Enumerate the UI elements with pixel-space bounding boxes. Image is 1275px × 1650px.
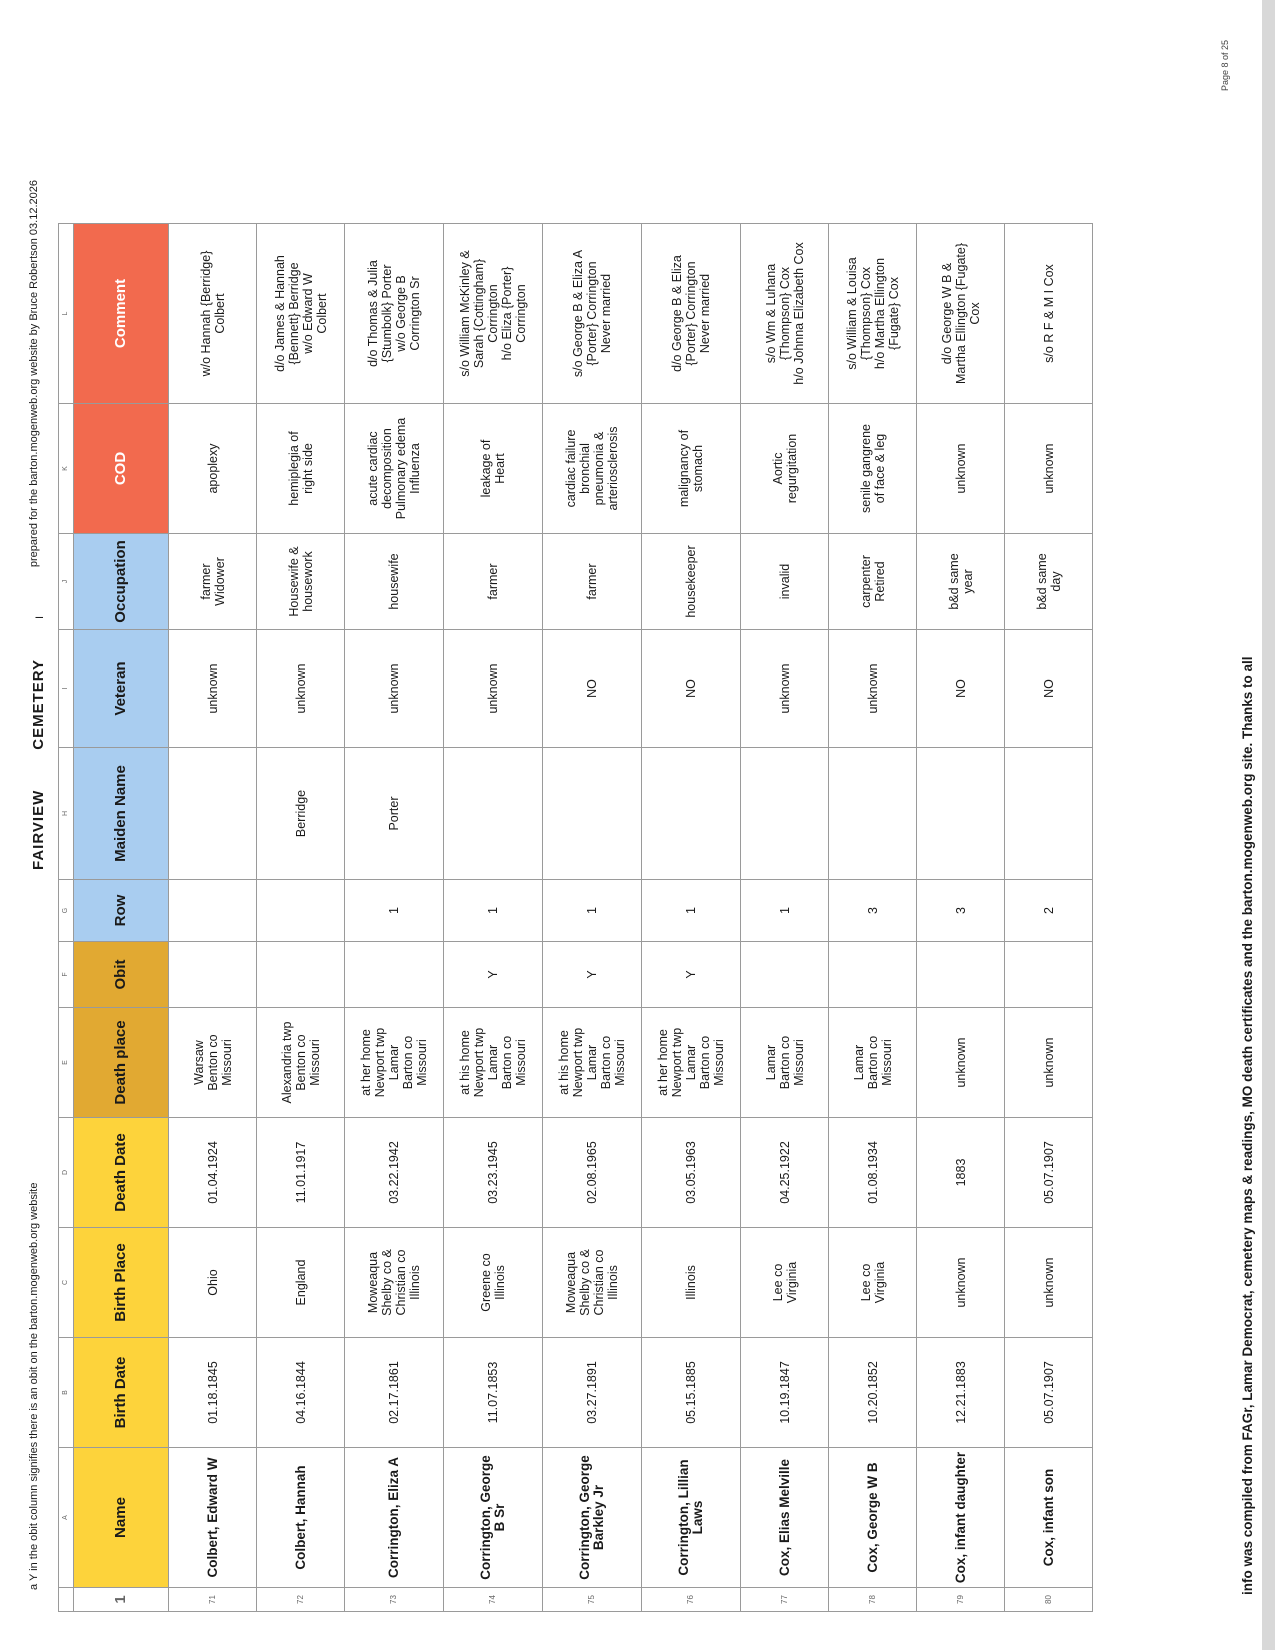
header-occupation: Occupation <box>74 534 169 630</box>
birth-date-cell: 10.19.1847 <box>741 1338 829 1448</box>
row-number: 78 <box>829 1588 917 1612</box>
birth-place-cell: Lee co Virginia <box>741 1228 829 1338</box>
column-letter-row <box>59 224 74 1612</box>
table-row <box>169 224 257 1612</box>
name-cell: Corrington, George Barkley Jr <box>543 1448 642 1588</box>
birth-place-cell: England <box>257 1228 345 1338</box>
occupation-cell: housekeeper <box>642 534 741 630</box>
death-date-cell: 11.01.1917 <box>257 1118 345 1228</box>
cod-cell: leakage of Heart <box>444 404 543 534</box>
death-date-cell: 01.04.1924 <box>169 1118 257 1228</box>
source-footer: info was compiled from FAGr, Lamar Democrat, cemetery maps & readings, MO death certificates and the barton.mogenweb.org site. Thanks to all <box>1240 656 1255 1595</box>
maiden-name-cell <box>829 748 917 880</box>
name-cell: Colbert, Hannah <box>257 1448 345 1588</box>
column-letter: H <box>59 748 74 880</box>
row-number: 76 <box>642 1588 741 1612</box>
obit-cell <box>741 942 829 1008</box>
death-place-cell: at his home Newport twp Lamar Barton co Missouri <box>543 1008 642 1118</box>
maiden-name-cell <box>642 748 741 880</box>
obit-note: a Y in the obit column signifies there is an obit on the barton.mogenweb.org website <box>28 1182 40 1590</box>
column-letter: B <box>59 1338 74 1448</box>
comment-cell: d/o Thomas & Julia {Stumbolk} Porter w/o George B Corrington Sr <box>345 224 444 404</box>
maiden-name-cell <box>444 748 543 880</box>
comment-cell: d/o George W B & Martha Ellington {Fugate} Cox <box>917 224 1005 404</box>
obit-cell: Y <box>444 942 543 1008</box>
row-number: 74 <box>444 1588 543 1612</box>
occupation-cell: farmer Widower <box>169 534 257 630</box>
maiden-name-cell <box>543 748 642 880</box>
table-row <box>543 224 642 1612</box>
header-name: Name <box>74 1448 169 1588</box>
row-cell: 1 <box>741 880 829 942</box>
row-number: 75 <box>543 1588 642 1612</box>
birth-date-cell: 11.07.1853 <box>444 1338 543 1448</box>
death-date-cell: 03.05.1963 <box>642 1118 741 1228</box>
row-number: 79 <box>917 1588 1005 1612</box>
birth-place-cell: Lee co Virginia <box>829 1228 917 1338</box>
title-word-1: FAIRVIEW <box>30 789 47 870</box>
veteran-cell: unknown <box>169 630 257 748</box>
death-place-cell: unknown <box>917 1008 1005 1118</box>
column-letter: K <box>59 404 74 534</box>
row-number: 71 <box>169 1588 257 1612</box>
occupation-cell: Housewife & housework <box>257 534 345 630</box>
death-date-cell: 02.08.1965 <box>543 1118 642 1228</box>
occupation-cell: b&d same day <box>1005 534 1093 630</box>
row-cell: 1 <box>642 880 741 942</box>
column-letter: C <box>59 1228 74 1338</box>
obit-cell <box>917 942 1005 1008</box>
maiden-name-cell <box>1005 748 1093 880</box>
row-cell: 1 <box>444 880 543 942</box>
column-letter: E <box>59 1008 74 1118</box>
comment-cell: w/o Hannah {Berridge} Colbert <box>169 224 257 404</box>
table-row <box>741 224 829 1612</box>
death-place-cell: Warsaw Benton co Missouri <box>169 1008 257 1118</box>
header-row-number: 1 <box>74 1588 169 1612</box>
table-row <box>829 224 917 1612</box>
header-cod: COD <box>74 404 169 534</box>
row-number: 73 <box>345 1588 444 1612</box>
header-row: Row <box>74 880 169 942</box>
maiden-name-cell <box>917 748 1005 880</box>
cod-cell: Aortic regurgitation <box>741 404 829 534</box>
comment-cell: d/o George B & Eliza {Porter} Corrington Never married <box>642 224 741 404</box>
occupation-cell: farmer <box>543 534 642 630</box>
birth-date-cell: 04.16.1844 <box>257 1338 345 1448</box>
maiden-name-cell: Berridge <box>257 748 345 880</box>
birth-date-cell: 05.15.1885 <box>642 1338 741 1448</box>
birth-place-cell: unknown <box>917 1228 1005 1338</box>
header-obit: Obit <box>74 942 169 1008</box>
birth-date-cell: 12.21.1883 <box>917 1338 1005 1448</box>
obit-cell <box>257 942 345 1008</box>
row-cell <box>169 880 257 942</box>
birth-date-cell: 02.17.1861 <box>345 1338 444 1448</box>
column-letter: A <box>59 1448 74 1588</box>
death-date-cell: 04.25.1922 <box>741 1118 829 1228</box>
comment-cell: s/o William & Louisa {Thompson} Cox h/o Martha Ellington {Fugate} Cox <box>829 224 917 404</box>
name-cell: Corrington, George B Sr <box>444 1448 543 1588</box>
header-row <box>74 224 169 1612</box>
veteran-cell: NO <box>543 630 642 748</box>
name-cell: Corrington, Lillian Laws <box>642 1448 741 1588</box>
death-place-cell: at his home Newport twp Lamar Barton co Missouri <box>444 1008 543 1118</box>
header-death-place: Death place <box>74 1008 169 1118</box>
death-place-cell: unknown <box>1005 1008 1093 1118</box>
name-cell: Cox, George W B <box>829 1448 917 1588</box>
header-maiden-name: Maiden Name <box>74 748 169 880</box>
obit-cell <box>169 942 257 1008</box>
name-cell: Colbert, Edward W <box>169 1448 257 1588</box>
occupation-cell: b&d same year <box>917 534 1005 630</box>
maiden-name-cell <box>741 748 829 880</box>
occupation-cell: housewife <box>345 534 444 630</box>
cod-cell: hemiplegia of right side <box>257 404 345 534</box>
veteran-cell: NO <box>1005 630 1093 748</box>
header-birth-place: Birth Place <box>74 1228 169 1338</box>
death-place-cell: at her home Newport twp Lamar Barton co Missouri <box>345 1008 444 1118</box>
obit-cell: Y <box>543 942 642 1008</box>
birth-place-cell: unknown <box>1005 1228 1093 1338</box>
birth-place-cell: Illinois <box>642 1228 741 1338</box>
death-date-cell: 03.22.1942 <box>345 1118 444 1228</box>
obit-cell <box>345 942 444 1008</box>
death-place-cell: Lamar Barton co Missouri <box>829 1008 917 1118</box>
maiden-name-cell <box>169 748 257 880</box>
birth-date-cell: 01.18.1845 <box>169 1338 257 1448</box>
death-date-cell: 03.23.1945 <box>444 1118 543 1228</box>
page-number: Page 8 of 25 <box>1220 40 1230 92</box>
occupation-cell: invalid <box>741 534 829 630</box>
row-cell <box>257 880 345 942</box>
column-letter: D <box>59 1118 74 1228</box>
veteran-cell: unknown <box>257 630 345 748</box>
table-row <box>257 224 345 1612</box>
veteran-cell: unknown <box>345 630 444 748</box>
birth-date-cell: 10.20.1852 <box>829 1338 917 1448</box>
table-row <box>345 224 444 1612</box>
cod-cell: unknown <box>1005 404 1093 534</box>
veteran-cell: unknown <box>444 630 543 748</box>
table-row <box>1005 224 1093 1612</box>
cod-cell: acute cardiac decomposition Pulmonary edema Influenza <box>345 404 444 534</box>
row-cell: 1 <box>543 880 642 942</box>
maiden-name-cell: Porter <box>345 748 444 880</box>
cod-cell: malignancy of stomach <box>642 404 741 534</box>
birth-place-cell: Ohio <box>169 1228 257 1338</box>
row-cell: 2 <box>1005 880 1093 942</box>
death-place-cell: at her home Newport twp Lamar Barton co Missouri <box>642 1008 741 1118</box>
death-place-cell: Alexandria twp Benton co Missouri <box>257 1008 345 1118</box>
death-date-cell: 01.08.1934 <box>829 1118 917 1228</box>
veteran-cell: unknown <box>829 630 917 748</box>
table-row <box>444 224 543 1612</box>
header-comment: Comment <box>74 224 169 404</box>
name-cell: Cox, infant son <box>1005 1448 1093 1588</box>
birth-place-cell: Moweaqua Shelby co & Christian co Illinois <box>345 1228 444 1338</box>
row-number: 80 <box>1005 1588 1093 1612</box>
column-letter: J <box>59 534 74 630</box>
death-place-cell: Lamar Barton co Missouri <box>741 1008 829 1118</box>
comment-cell: s/o William McKinley & Sarah {Cottingham} Corrington h/o Eliza {Porter} Corrington <box>444 224 543 404</box>
row-cell: 3 <box>917 880 1005 942</box>
cod-cell: senile gangrene of face & leg <box>829 404 917 534</box>
cod-cell: apoplexy <box>169 404 257 534</box>
cod-cell: unknown <box>917 404 1005 534</box>
death-date-cell: 1883 <box>917 1118 1005 1228</box>
birth-place-cell: Moweaqua Shelby co & Christian co Illinois <box>543 1228 642 1338</box>
obit-cell <box>829 942 917 1008</box>
death-date-cell: 05.07.1907 <box>1005 1118 1093 1228</box>
preparer-note: prepared for the barton.mogenweb.org website by Bruce Robertson 03.12.2026 <box>28 180 40 568</box>
cemetery-table <box>58 223 1093 1612</box>
comment-cell: s/o Wm & Luhana {Thompson} Cox h/o Johnna Elizabeth Cox <box>741 224 829 404</box>
birth-date-cell: 05.07.1907 <box>1005 1338 1093 1448</box>
occupation-cell: farmer <box>444 534 543 630</box>
title-word-2: CEMETERY <box>30 658 47 750</box>
column-letter: I <box>59 630 74 748</box>
comment-cell: s/o George B & Eliza A {Porter} Corrington Never married <box>543 224 642 404</box>
veteran-cell: NO <box>642 630 741 748</box>
comment-cell: s/o R F & M I Cox <box>1005 224 1093 404</box>
row-number: 72 <box>257 1588 345 1612</box>
comment-cell: d/o James & Hannah {Bennett} Berridge w/o Edward W Colbert <box>257 224 345 404</box>
birth-date-cell: 03.27.1891 <box>543 1338 642 1448</box>
row-cell: 1 <box>345 880 444 942</box>
column-letter: L <box>59 224 74 404</box>
occupation-cell: carpenter Retired <box>829 534 917 630</box>
cod-cell: cardiac failure bronchial pneumonia & arteriosclerosis <box>543 404 642 534</box>
column-letter <box>59 1588 74 1612</box>
header-birth-date: Birth Date <box>74 1338 169 1448</box>
name-cell: Corrington, Eliza A <box>345 1448 444 1588</box>
column-letter: F <box>59 942 74 1008</box>
birth-place-cell: Greene co Illinois <box>444 1228 543 1338</box>
table-row <box>917 224 1005 1612</box>
header-veteran: Veteran <box>74 630 169 748</box>
obit-cell: Y <box>642 942 741 1008</box>
header-death-date: Death Date <box>74 1118 169 1228</box>
veteran-cell: NO <box>917 630 1005 748</box>
title-mark: I <box>34 614 46 619</box>
row-number: 77 <box>741 1588 829 1612</box>
page-title <box>30 575 47 870</box>
table-row <box>642 224 741 1612</box>
name-cell: Cox, infant daughter <box>917 1448 1005 1588</box>
row-cell: 3 <box>829 880 917 942</box>
column-letter: G <box>59 880 74 942</box>
name-cell: Cox, Elias Melville <box>741 1448 829 1588</box>
veteran-cell: unknown <box>741 630 829 748</box>
obit-cell <box>1005 942 1093 1008</box>
scan-edge <box>1262 0 1275 1650</box>
